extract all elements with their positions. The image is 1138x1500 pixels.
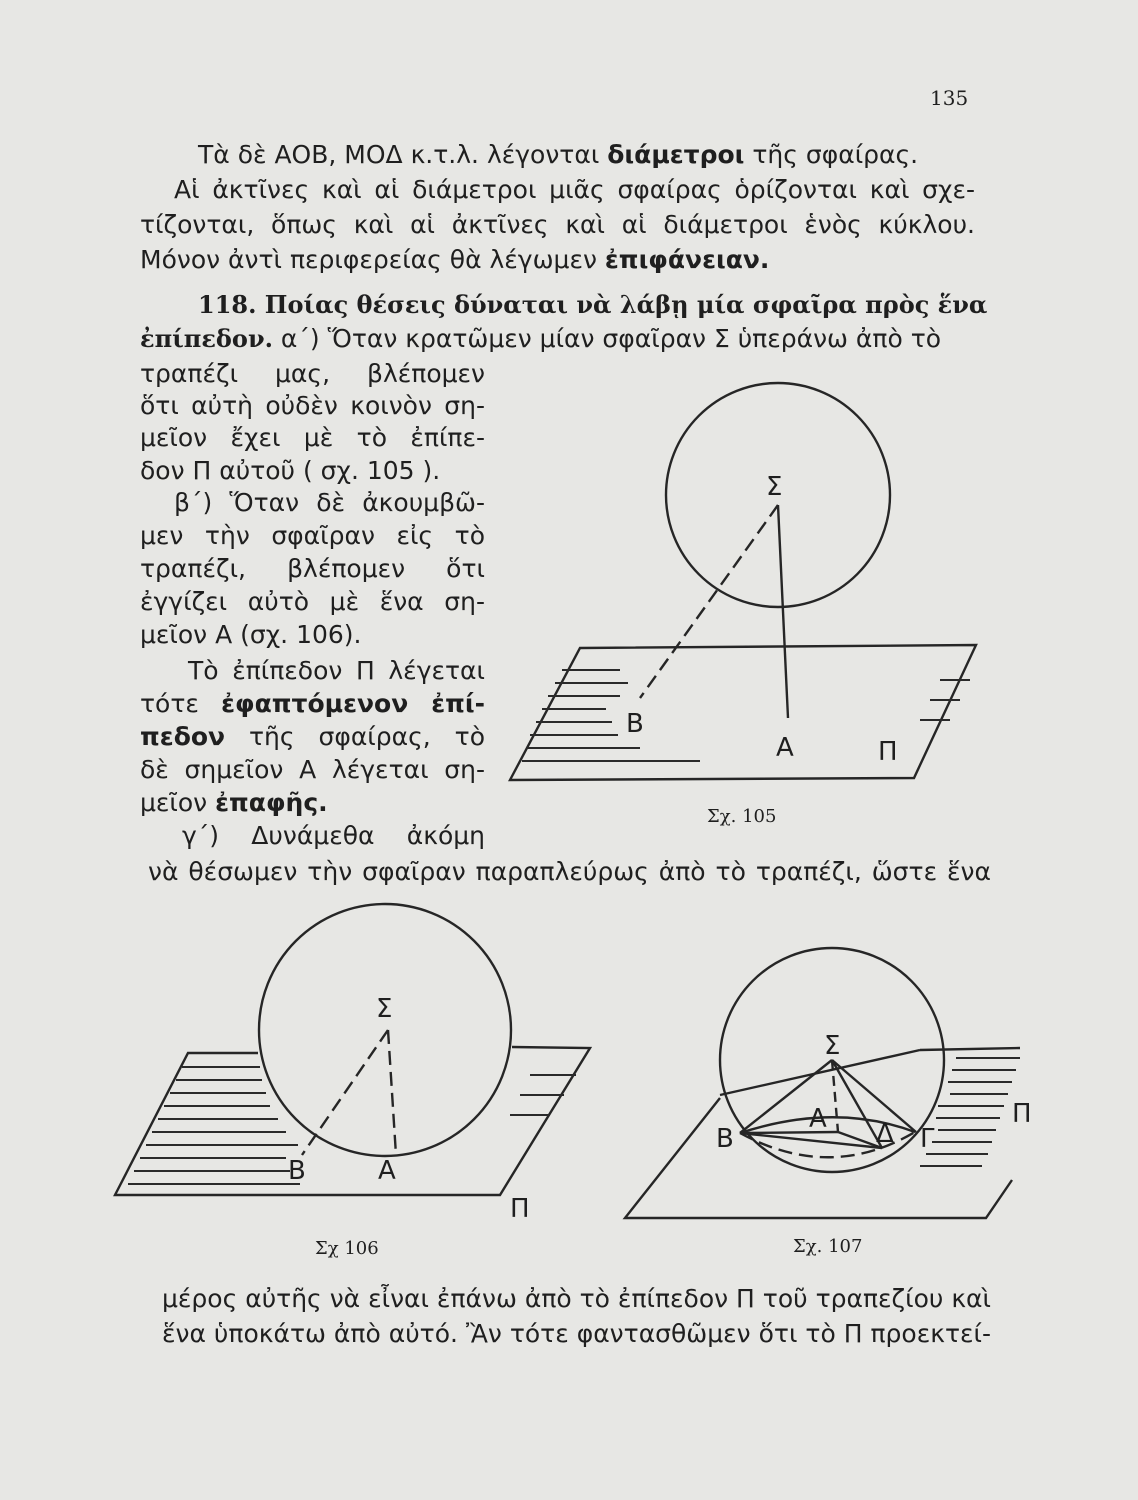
column-line-11 [140,689,485,719]
bold-term: διάμετροι [607,140,745,169]
column-line-7 [140,554,485,584]
text-span: τραπέζι, βλέπομεν ὅτι [140,554,485,583]
column-line-2 [140,391,485,421]
sphere-circle [259,904,511,1156]
page-number: 135 [930,86,969,110]
column-line-14 [140,788,485,818]
label-a: Α [378,1156,396,1186]
column-line-8 [140,587,485,617]
plane-edge [920,1048,1020,1050]
radius-segment [302,1030,388,1155]
text-span: τῆς σφαίρας. [744,140,919,169]
figure-105 [500,380,990,800]
plane-hatching [522,670,970,761]
segment-sd [832,1060,882,1148]
intro-line-3 [140,210,975,240]
label-a: Α [809,1104,827,1134]
caption-105: Σχ. 105 [707,806,777,827]
bold-term: ἐπαφῆς. [215,788,328,817]
full-line: νὰ θέσωμεν τὴν σφαῖραν παραπλεύρως ἀπὸ τὸ τραπέζι, ὥστε ἕνα [148,857,991,886]
vertical-segment [778,505,788,718]
closing-line-1: μέρος αὐτῆς νὰ εἶναι ἐπάνω ἀπὸ τὸ ἐπίπεδον Π τοῦ τραπεζίου καὶ [162,1284,991,1313]
text-span: μεῖον ἔχει μὲ τὸ ἐπίπε- [140,423,485,452]
text-span: α΄) Ὅταν κρατῶμεν μίαν σφαῖραν Σ ὑπεράνω ἀπὸ τὸ [272,324,942,353]
text-span: μεῖον Α (σχ. 106). [140,620,362,649]
plane-hatching [920,1058,1020,1166]
column-line-4 [140,456,485,486]
text-span: δὲ σημεῖον Α λέγεται ση- [140,755,485,784]
intro-line-1 [140,140,975,170]
text-span: μεῖον [140,788,216,817]
plane-hidden [720,1050,920,1095]
column-line-13 [140,755,485,785]
text-span: τραπέζι μας, βλέπομεν [140,359,485,388]
column-line-12 [140,722,485,752]
column-line-10 [140,656,485,686]
text-span: τίζονται, ὅπως καὶ αἱ ἀκτῖνες καὶ αἱ διάμετροι ἑνὸς κύκλου. [140,210,975,239]
text-span: τότε [140,689,222,718]
text-span: Αἱ ἀκτῖνες καὶ αἱ διάμετροι μιᾶς σφαίρας ὁρίζονται καὶ σχε- [174,175,975,204]
caption-107: Σχ. 107 [793,1236,863,1257]
section-heading-cont [140,324,975,354]
text-span: δον Π αὐτοῦ ( σχ. 105 ). [140,456,441,485]
plane-hatching [128,1067,576,1184]
column-line-9 [140,620,485,650]
column-line-3 [140,423,485,453]
column-line-1 [140,359,485,389]
label-b: Β [626,709,644,739]
column-line-5 [140,488,485,518]
figure-106 [110,905,600,1224]
caption-106: Σχ 106 [315,1238,379,1259]
label-b: Β [716,1124,734,1154]
column-line-15 [140,821,485,851]
text-span: Τὰ δὲ ΑΟΒ, ΜΟΔ κ.τ.λ. λέγονται [198,140,608,169]
label-plane: Π [878,737,898,767]
bold-term: πεδον [140,722,226,751]
text-span: β΄) Ὅταν δὲ ἀκουμβῶ- [174,488,485,517]
intro-line-4 [140,245,975,275]
text-span: τῆς σφαίρας, τὸ [225,722,485,751]
bold-term: ἐπιφάνειαν. [604,245,770,274]
closing-line-2: ἕνα ὑποκάτω ἀπὸ αὐτό. Ἂν τότε φαντασθῶμεν ὅτι τὸ Π προεκτεί- [162,1319,991,1348]
intro-line-2 [140,175,975,205]
figure-107 [620,950,1040,1230]
radius-segment [640,505,778,698]
bold-term: ἐφαπτόμενον ἐπί- [221,689,485,718]
label-center: Σ [824,1031,841,1061]
label-center: Σ [766,472,783,502]
section-heading: 118. Ποίας θέσεις δύναται νὰ λάβῃ μία σφαῖρα πρὸς ἕνα [198,290,988,319]
plane-outline [115,1047,590,1195]
label-a: Α [776,733,794,763]
text-span: μεν τὴν σφαῖραν εἰς τὸ [140,521,485,550]
text-span: ὅτι αὐτὴ οὐδὲν κοινὸν ση- [140,391,485,420]
label-g: Γ [920,1124,935,1154]
text-span: γ΄) Δυνάμεθα ἀκόμη [182,821,485,850]
label-d: Δ [876,1119,894,1149]
column-line-6 [140,521,485,551]
text-span: Τὸ ἐπίπεδον Π λέγεται [188,656,485,685]
label-plane: Π [510,1194,530,1224]
text-span: ἐγγίζει αὐτὸ μὲ ἕνα ση- [140,587,485,616]
heading-bold-part: ἐπίπεδον. [140,324,273,353]
plane-outline [510,645,976,780]
vertical-segment [388,1030,396,1155]
text-span: Μόνον ἀντὶ περιφερείας θὰ λέγωμεν [140,245,605,274]
label-plane: Π [1012,1099,1032,1129]
label-center: Σ [376,994,393,1024]
label-b: Β [288,1156,306,1186]
